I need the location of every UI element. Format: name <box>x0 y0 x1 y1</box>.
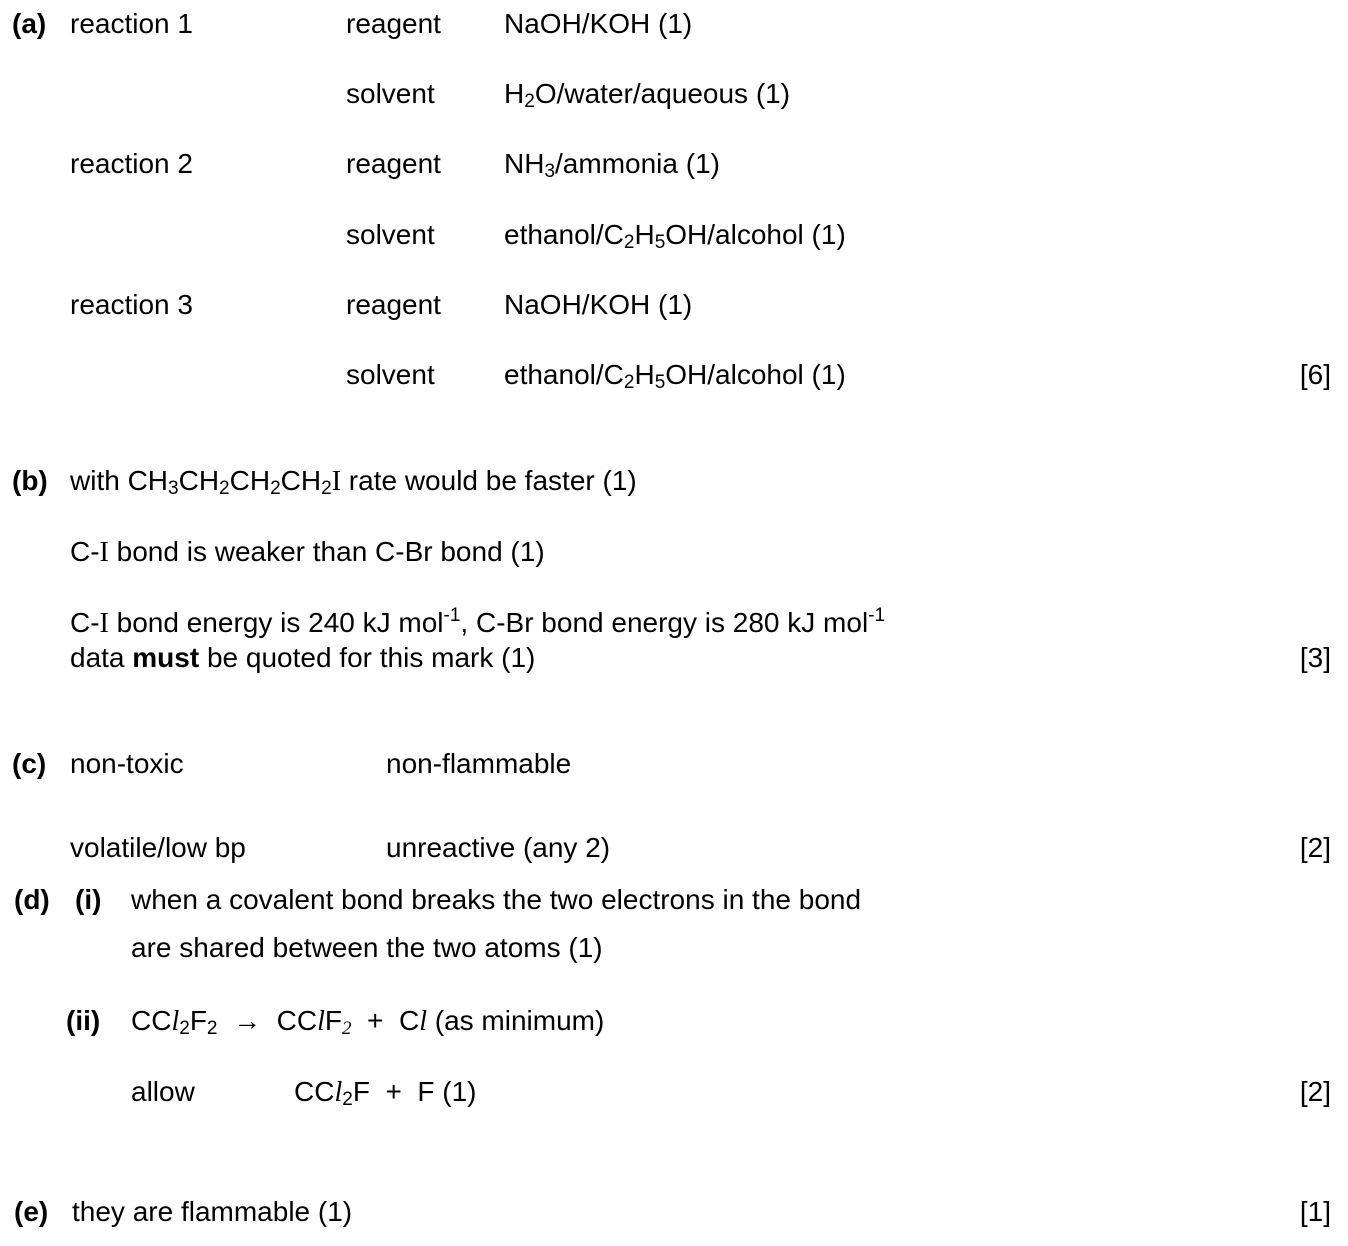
part-b-marks: [3] <box>1299 642 1331 673</box>
row-type: reagent <box>346 8 441 39</box>
answer: $NH_3$/ammonia (1) <box>504 148 720 182</box>
part-a-label: (a) <box>12 8 47 39</box>
part-d-label: (d) <box>14 884 50 915</box>
part-b-line-2: C-I bond is weaker than C-Br bond (1) <box>70 536 545 568</box>
part-d-i-line-2: are shared between the two atoms (1) <box>131 932 603 963</box>
property-item: non-flammable <box>386 748 572 779</box>
part-c-marks: [2] <box>1299 832 1331 863</box>
part-d-ii-label: (ii) <box>66 1005 101 1036</box>
row-type: solvent <box>346 359 435 390</box>
answer: ethanol/$C_2H_5OH$/alcohol (1) <box>504 219 846 253</box>
reaction-2-label: reaction 2 <box>70 148 193 179</box>
row-type: solvent <box>346 78 435 109</box>
part-d-i-label: (i) <box>75 884 102 915</box>
part-d-i-line-1: when a covalent bond breaks the two electrons in the bond <box>131 884 862 915</box>
part-b-line-4: data must be quoted for this mark (1) <box>70 642 536 673</box>
row-type: reagent <box>346 148 441 179</box>
part-e-label: (e) <box>14 1196 49 1227</box>
reaction-3-label: reaction 3 <box>70 289 193 320</box>
reaction-arrow: → <box>233 1006 262 1037</box>
property-item: non-toxic <box>70 748 184 779</box>
answer: ethanol/$C_2H_5OH$/alcohol (1) <box>504 359 846 393</box>
part-e-answer: they are flammable (1) <box>72 1196 353 1227</box>
answer: NaOH/KOH (1) <box>504 289 693 320</box>
answer: NaOH/KOH (1) <box>504 8 693 39</box>
part-b-line-3: C-I bond energy is 240 kJ mol$^{-1}$, C-Br bond energy is 280 kJ mol$^{-1}$ <box>70 605 886 639</box>
part-d-marks: [2] <box>1299 1076 1331 1107</box>
part-b-line-1: with $CH_3CH_2CH_2CH_2I$ rate would be faster (1) <box>70 465 637 499</box>
row-type: solvent <box>346 219 435 250</box>
property-item: unreactive (any 2) <box>386 832 611 863</box>
part-a-marks: [6] <box>1299 359 1331 390</box>
radical-equation: $CCl_2F_2$ → CClF$_2$ + Cl (as minimum) <box>131 1005 605 1039</box>
part-e-marks: [1] <box>1299 1196 1331 1227</box>
row-type: reagent <box>346 289 441 320</box>
reaction-1-label: reaction 1 <box>70 8 193 39</box>
part-b-label: (b) <box>12 465 48 496</box>
property-item: volatile/low bp <box>70 832 246 863</box>
allow-label: allow <box>131 1076 195 1107</box>
part-c-label: (c) <box>12 748 47 779</box>
allow-equation: CCl$_2$F + F (1) <box>294 1076 477 1110</box>
answer: $H_2O/water$/aqueous (1) <box>504 78 791 112</box>
